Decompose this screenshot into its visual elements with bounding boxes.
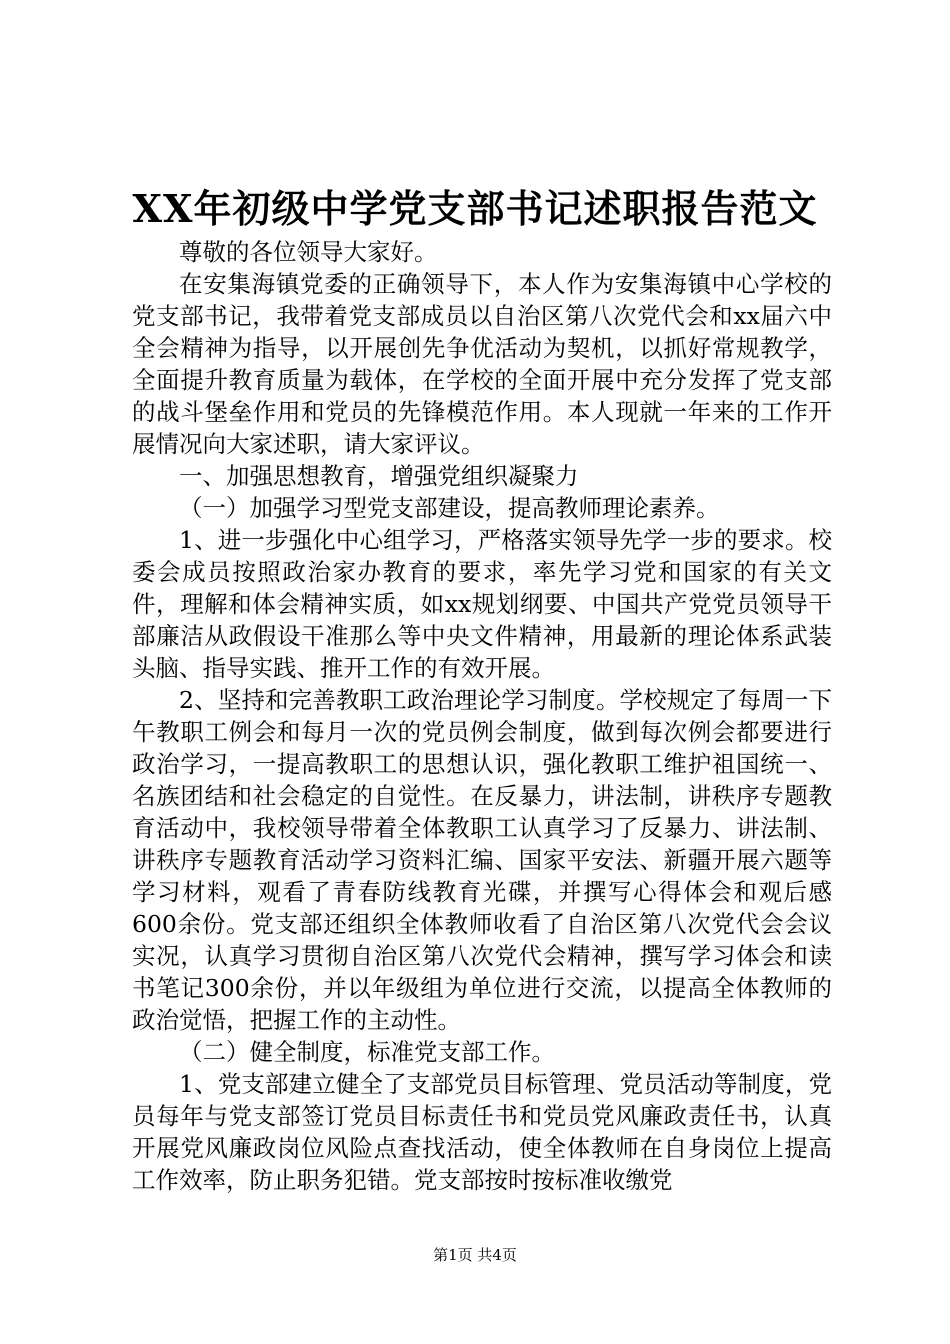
paragraph-item-2: 2、坚持和完善教职工政治理论学习制度。学校规定了每周一下午教职工例会和每月一次的党员例会制度，做到每次例会都要进行政治学习，一提高教职工的思想认识，强化教职工维护祖国统一、名族团结和社会稳定的自觉性。在反暴力，讲法制，讲秩序专题教育活动中，我校领导带着全体教职工认真学习了反暴力、讲法制、讲秩序专题教育活动学习资料汇编、国家平安法、新疆开展六题等学习材料，观看了青春防线教育光碟，并撰写心得体会和观后感600余份。党支部还组织全体教师收看了自治区第八次党代会会议实况，认真学习贯彻自治区第八次党代会精神，撰写学习体会和读书笔记300余份，并以年级组为单位进行交流，以提高全体教师的政治觉悟，把握工作的主动性。 [132,686,832,1034]
subsection-heading-2: （二）健全制度，标准党支部工作。 [179,1038,555,1066]
subsection-heading-1: （一）加强学习型党支部建设，提高教师理论素养。 [179,494,720,522]
document-body [132,236,832,1196]
paragraph-item-1: 1、进一步强化中心组学习，严格落实领导先学一步的要求。校委会成员按照政治家办教育的要求，率先学习党和国家的有关文件，理解和体会精神实质，如xx规划纲要、中国共产党党员领导干部廉洁从政假设干准那么等中央文件精神，用最新的理论体系武装头脑、指导实践、推开工作的有效开展。 [132,526,832,682]
paragraph-item-3: 1、党支部建立健全了支部党员目标管理、党员活动等制度，党员每年与党支部签订党员目标责任书和党员党风廉政责任书，认真开展党风廉政岗位风险点查找活动，使全体教师在自身岗位上提高工作效率，防止职务犯错。党支部按时按标准收缴党 [132,1070,832,1194]
document-title: XX年初级中学党支部书记述职报告范文 [132,186,818,231]
paragraph-intro: 在安集海镇党委的正确领导下，本人作为安集海镇中心学校的党支部书记，我带着党支部成员以自治区第八次党代会和xx届六中全会精神为指导，以开展创先争优活动为契机，以抓好常规教学，全面提升教育质量为载体，在学校的全面开展中充分发挥了党支部的战斗堡垒作用和党员的先锋模范作用。本人现就一年来的工作开展情况向大家述职，请大家评议。 [132,270,832,458]
paragraph-greeting: 尊敬的各位领导大家好。 [179,238,438,266]
page-footer: 第1页 共4页 [433,1246,517,1264]
section-heading-1: 一、加强思想教育，增强党组织凝聚力 [179,462,579,490]
